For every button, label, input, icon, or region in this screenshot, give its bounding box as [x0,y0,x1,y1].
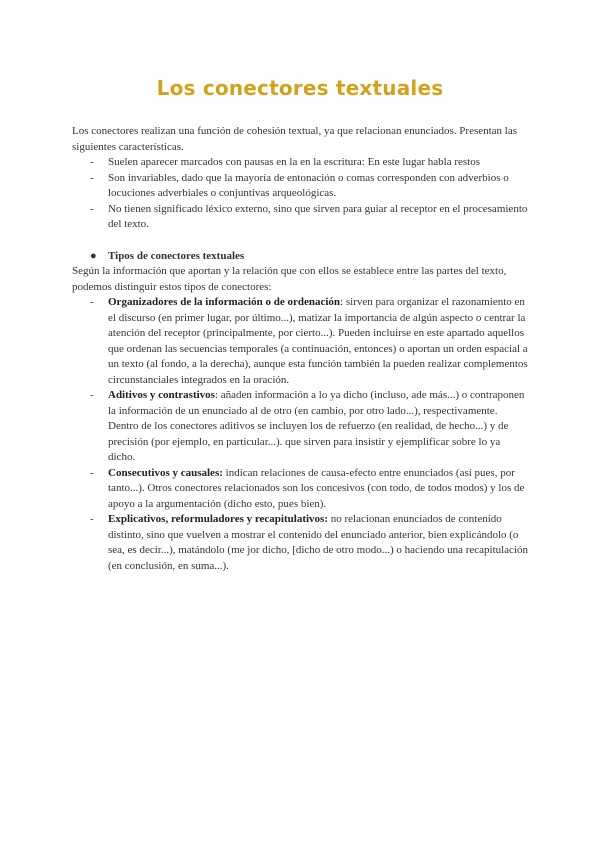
dash-marker: - [90,513,94,525]
types-paragraph: Según la información que aportan y la relación que con ellos se establece entre las partes del texto, podemos distinguir estos tipos de conectores: [72,265,507,293]
type-description: indican relaciones de causa-efecto entre enunciados (así pues, por tanto...). Otros conectores relacionados son los concesivos (con todo, de todos modos) y los de apoyo a la argumentación (dicho esto, pues bien). [108,466,525,510]
dash-marker: - [90,466,94,479]
dash-marker: - [90,389,94,401]
type-description: : sirven para organizar el razonamiento en el discurso (en primer lugar, por último...), matizar la importancia de algún aspecto o centrar la atención del receptor (principalmente, por cierto...). Pueden incluirse en este apartado aquellos que ordenan las secuencias temporales (a continuación, entonces) o aportan un orden espacial a un texto (al fondo, a la derecha), aunque esta función también la pueden realizar complementos circunstanciales integrados en la oración. [108,296,528,386]
dash-marker: - [90,171,94,184]
characteristics-list [72,155,528,233]
type-term: Explicativos, reformuladores y recapitulativos: [108,513,328,525]
list-item [72,466,528,513]
type-term: Consecutivos y causales: [108,466,223,479]
dash-marker: - [90,296,94,308]
list-item [72,171,528,202]
dash-marker: - [90,156,94,168]
type-term: Organizadores de la información o de ordenación [108,296,341,308]
section-heading-text: Tipos de conectores textuales [108,249,245,262]
list-item [72,202,528,233]
list-item [72,512,528,574]
intro-paragraph: Los conectores realizan una función de cohesión textual, ya que relacionan enunciados. Presentan las siguientes características. [72,125,518,153]
dash-marker: - [90,202,94,215]
list-item [72,155,528,171]
intro-section [72,124,528,233]
types-section [72,249,528,575]
type-description: no relacionan enunciados de contenido distinto, sino que vuelven a mostrar el contenido del enunciado anterior, bien explicándolo (o sea, es decir...), matándolo (me jor dicho, [dicho de otro modo...) o haciendo una recapitulación (en conclusión, en suma...). [108,513,528,572]
bullet-icon: ● [90,249,97,262]
list-item-text: Suelen aparecer marcados con pausas en la en la escritura: En este lugar habla restos [108,156,481,168]
list-item [72,295,528,388]
type-description: : añaden información a lo ya dicho (incluso, ade más...) o contraponen la información de un enunciado al de otro (en cambio, por otro lado...), respectivamente. Dentro de los conectores aditivos se incluyen los de refuerzo (en realidad, de hecho...) y de precisión (por ejemplo, en particular...). que sirven para insistir y ejemplificar sobre lo ya dicho. [108,389,525,463]
types-list [72,295,528,574]
type-term: Aditivos y contrastivos [108,389,215,401]
list-item-text: No tienen significado léxico externo, sino que sirven para guiar al receptor en el procesamiento del texto. [108,202,528,230]
section-heading [72,249,528,265]
page-title: Los conectores textuales [156,76,444,100]
list-item [72,388,528,466]
list-item-text: Son invariables, dado que la mayoría de entonación o comas corresponden con adverbios o locuciones adverbiales o conjuntivas arqueológicas. [108,171,509,199]
